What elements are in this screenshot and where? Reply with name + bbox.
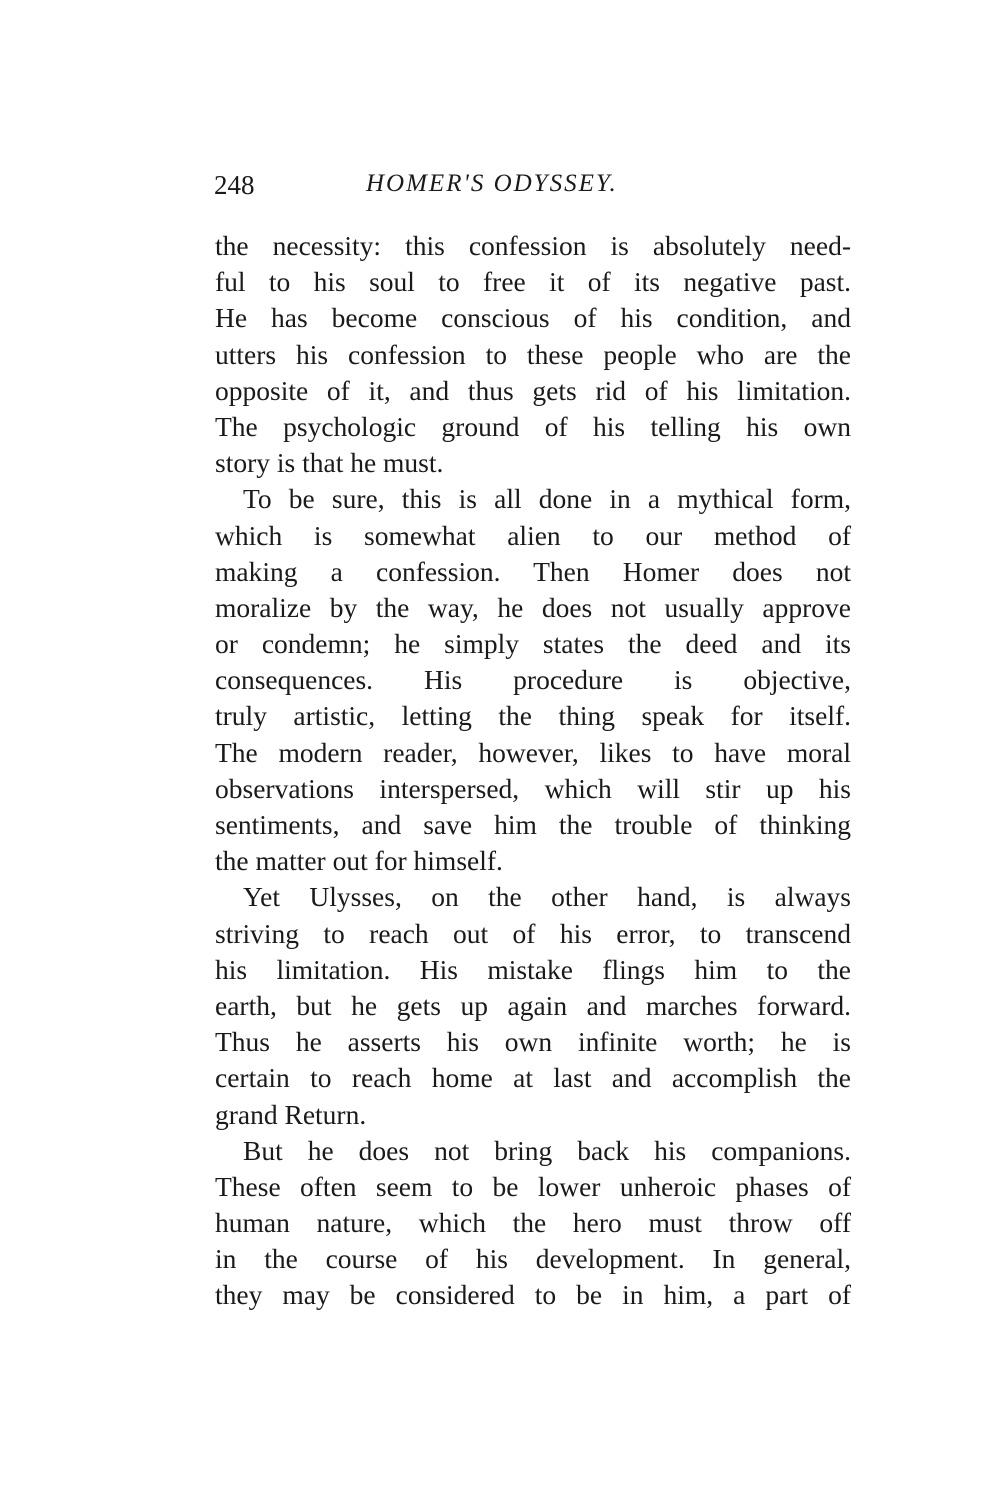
page-number: 248	[214, 170, 255, 200]
body-text	[215, 228, 851, 1314]
text-line: observations interspersed, which will stir up his	[215, 772, 851, 804]
text-line: Thus he asserts his own infinite worth; he is	[215, 1026, 851, 1058]
text-line: utters his confession to these people who are the	[215, 338, 851, 370]
text-line: truly artistic, letting the thing speak for itself.	[215, 700, 851, 732]
text-line: which is somewhat alien to our method of	[215, 519, 851, 551]
text-line: These often seem to be lower unheroic phases of	[215, 1170, 851, 1202]
text-line: human nature, which the hero must throw off	[215, 1207, 851, 1239]
text-line: He has become conscious of his condition, and	[215, 302, 851, 334]
text-line: making a confession. Then Homer does not	[215, 555, 851, 587]
text-line: The modern reader, however, likes to have moral	[215, 736, 851, 768]
text-line: or condemn; he simply states the deed and its	[215, 628, 851, 660]
text-line: they may be considered to be in him, a part of	[215, 1279, 851, 1311]
text-line: his limitation. His mistake flings him to the	[215, 953, 851, 985]
text-line: story is that he must.	[215, 447, 444, 479]
running-title: HOMER'S ODYSSEY.	[366, 170, 618, 197]
text-line: the matter out for himself.	[215, 845, 503, 877]
text-line: grand Return.	[215, 1098, 367, 1130]
text-line: moralize by the way, he does not usually approve	[215, 591, 851, 623]
text-line: The psychologic ground of his telling his own	[215, 410, 851, 442]
text-line: in the course of his development. In general,	[215, 1243, 851, 1275]
text-line: Yet Ulysses, on the other hand, is always	[243, 881, 851, 913]
text-line: striving to reach out of his error, to transcend	[215, 917, 851, 949]
text-line: But he does not bring back his companions.	[243, 1134, 851, 1166]
text-line: consequences. His procedure is objective,	[215, 664, 851, 696]
text-line: sentiments, and save him the trouble of thinking	[215, 809, 851, 840]
text-line: certain to reach home at last and accomplish the	[215, 1062, 851, 1094]
text-line: ful to his soul to free it of its negative past.	[215, 266, 851, 298]
text-line: earth, but he gets up again and marches forward.	[215, 989, 851, 1021]
text-line: the necessity: this confession is absolutely need-	[215, 230, 851, 261]
running-header	[214, 170, 854, 210]
text-line: opposite of it, and thus gets rid of his limitation.	[215, 374, 851, 406]
text-line: To be sure, this is all done in a mythical form,	[243, 483, 851, 515]
